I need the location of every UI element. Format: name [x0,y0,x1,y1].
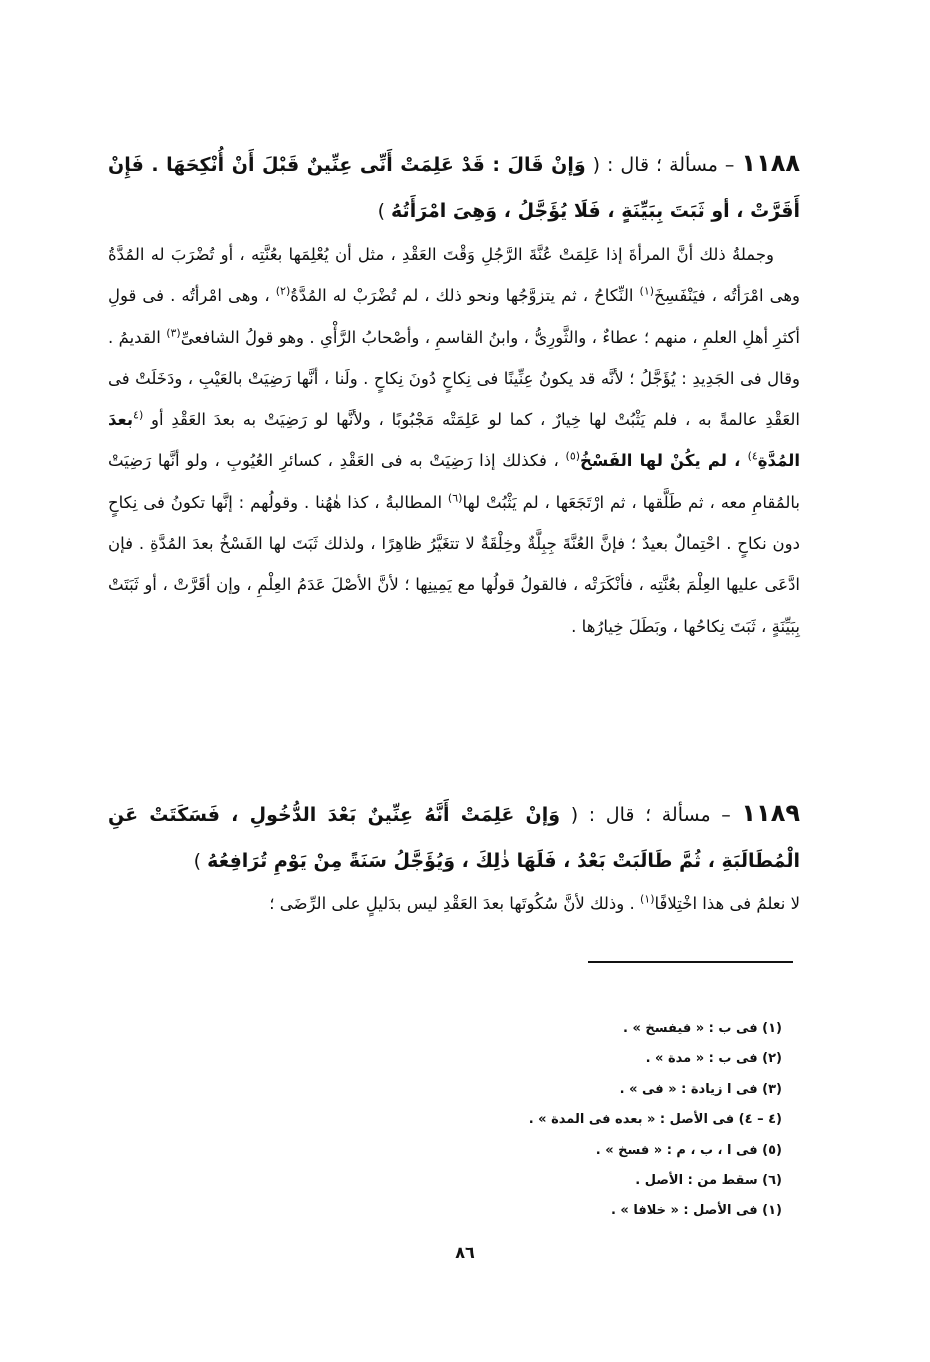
body-text: لا نعلمُ فى هذا اخْتِلافًا [654,894,800,913]
footnotes-list [382,1014,782,1227]
issue-number: ١١٨٨ [741,149,801,177]
body-text: بعدَ المُدَّةِ [108,410,800,471]
footnote: (٦) سقط من : الأصل . [635,1172,782,1188]
issue-1188-heading [108,140,800,234]
footnote-ref: (٦) [447,491,463,505]
footnote: (٤ – ٤) فى الأصل : « بعده فى المدة » . [528,1112,782,1128]
body-text: ، وهى امْرأتُه . فى قولِ أكثرِ أهلِ العلمِ ، منهم ؛ عطاءٌ ، والثَّورِىُّ ، وابنُ القاسمِ ، وأصْحابُ الرَّأْىِ . وهو قولُ الشافعىِّ [108,286,801,347]
footnote-ref: (١) [639,284,655,298]
page-number: ٨٦ [455,1243,475,1262]
footnote: (٥) فى ا ، ب ، م : « فسخ » . [595,1142,782,1158]
footnote: (٣) فى ا زيادة : « فى » . [619,1081,782,1097]
body-text: ، لم يكُنْ لها الفَسْخُ [580,451,748,471]
body-text: المطالبةُ ، كذا هٰهُنا . وقولُهم : إنَّها تكونُ فى نِكاحٍ دون نكاحٍ . احْتِمالٌ بعيدٌ ؛ فإنَّ العُنَّةَ جِبِلَّةٌ وخِلْقَةٌ لا تتغَيَّرُ ظاهِرًا ، ولذلك ثَبَتَ لها الفَسْخُ بعدَ المُدَّةِ . فإن ادَّعَى عليها العِلْمَ بعُنَّتِه ، فأنْكَرَتْه ، فالقولُ قولُها مع يَمِينِها ؛ لأنَّ الأصْلَ عَدَمُ العِلْمِ ، وإن أقَرَّتْ ، أو ثَبَتَتْ بِبَيِّنَةٍ ، ثَبَتَ نِكاحُها ، وبَطَلَ خِيارُها . [108,492,800,636]
body-text: . وذلك لأنَّ سُكُوتَها بعدَ العَقْدِ ليس بدَليلٍ على الرِّضَى ؛ [269,894,640,913]
body-text: ، فكذلك إذا رَضِيَتْ به فى العَقْدِ ، كسائرِ العُيُوبِ ، ولو أنَّها رَضِيَتْ بالمُقامِ معه ، ثم طَلَّقها ، ثم ارْتَجَعَها ، لم يَثْبُتْ لها [108,451,800,512]
body-text: وجملةُ ذلك أنَّ المرأةَ إذا عَلِمَتْ عُنَّةَ الرَّجُلِ وَقْتَ العَقْدِ ، مثل أن يُعْلِمَها بعُنَّتِه ، أو تُضْرَبَ له المُدَّةُ وهى امْرَأتُه ، فيَنْفَسِخَ [108,245,801,306]
issue-number: ١١٨٩ [741,799,800,827]
footnote: (٢) فى ب : « مدة » . [645,1051,782,1067]
issue-close: ) [193,850,208,872]
page-content [108,140,801,913]
footnote-ref: (٤ [133,408,144,422]
issue-1189-heading [108,790,800,884]
issue-1188-body [108,234,800,647]
issue-quote: وَإنْ عَلِمَتْ أَنَّهُ عِنِّينٌ بَعْدَ الدُّخُولِ ، فَسَكَتَتْ عَنِ الْمُطَالَبَةِ ، ثُمَّ طَالَبَتْ بَعْدُ ، فَلَهَا ذٰلِكَ ، وَيُؤَجَّلُ سَنَةً مِنْ يَوْمِ تُرَافِعُهُ [108,804,800,872]
footnote-divider [588,961,793,963]
footnote-ref: (٣) [166,326,181,340]
footnote-ref: (٢) [275,284,291,298]
issue-intro: – مسألة ؛ قال : ( [585,154,742,176]
footnote-ref: (٥) [565,449,581,463]
footnote: (١) فى ب : « فيفسخ » . [623,1021,782,1036]
footnote: (١) فى الأصل : « خلافا » . [610,1203,782,1219]
body-text: النِّكاحُ ، ثم يتزوَّجُها ونحو ذلك ، لم تُضْرَبْ له المُدَّةُ [290,286,640,306]
footnote-ref: ٤) [747,449,758,463]
issue-intro: – مسألة ؛ قال : ( [560,804,742,826]
issue-close: ) [377,200,392,222]
issue-quote: وَإنْ قَالَ : قَدْ عَلِمَتْ أَنِّى عِنِّينٌ قَبْلَ أَنْ أُنْكِحَهَا . فَإِنْ أَقَرَّتْ ، أو ثَبَتَ بِبَيِّنَةٍ ، فَلَا يُؤَجَّلُ ، وَهِىَ امْرَأَتُهُ [108,154,800,222]
body-text: القديمُ . وقال فى الجَدِيدِ : يُؤَجَّلُ ؛ لأنَّه قد يكونُ عِنِّينًا فى نِكاحٍ دُونَ نِكاحٍ . ولَنا ، أنَّها رَضِيَتْ بالعَيْبِ ، ودَخَلَتْ فى العَقْدِ عالمةً به ، فلم يَثْبُتْ لها خِيارٌ ، كما لو عَلِمَتْه مَجْبُوبًا ، ولأنَّها لو رَضِيَتْ به بعدَ العَقْدِ أو [108,327,800,430]
footnote-ref: (١) [639,892,655,906]
issue-1189-body [108,883,800,924]
